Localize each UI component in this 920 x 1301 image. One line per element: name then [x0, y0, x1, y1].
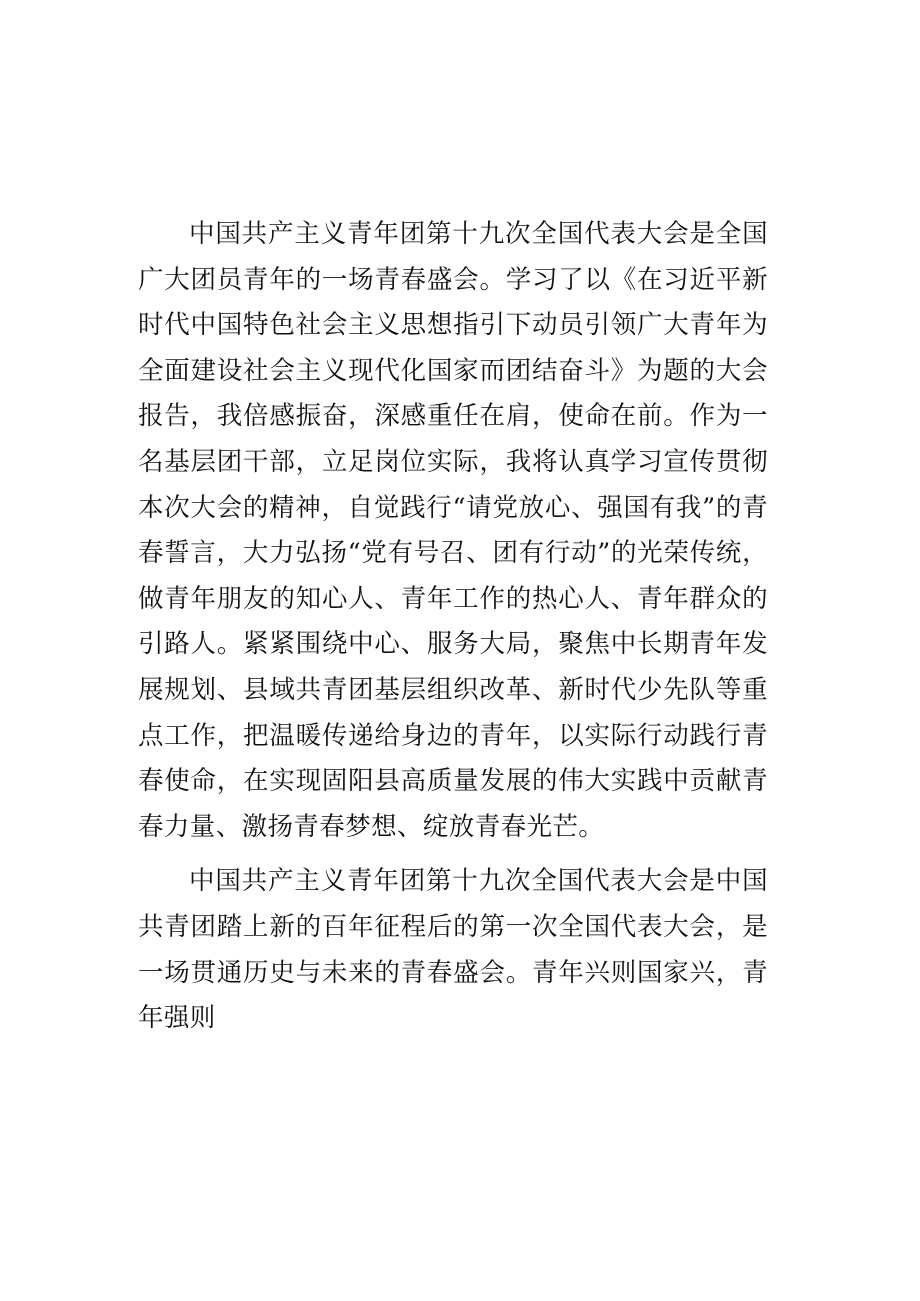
paragraph-1: 中国共产主义青年团第十九次全国代表大会是全国广大团员青年的一场青春盛会。学习了以《在习近平新时代中国特色社会主义思想指引下动员引领广大青年为全面建设社会主义现代化国家而团结奋斗》为题的大会报告，我倍感振奋，深感重任在肩，使命在前。作为一名基层团干部，立足岗位实际，我将认真学习宣传贯彻本次大会的精神，自觉践行“请党放心、强国有我”的青春誓言，大力弘扬“党有号召、团有行动”的光荣传统，做青年朋友的知心人、青年工作的热心人、青年群众的引路人。紧紧围绕中心、服务大局，聚焦中长期青年发展规划、县域共青团基层组织改革、新时代少先队等重点工作，把温暖传递给身边的青年，以实际行动践行青春使命，在实现固阳县高质量发展的伟大实践中贡献青春力量、激扬青春梦想、绽放青春光芒。 [138, 219, 768, 842]
document-body [138, 212, 768, 1051]
paragraph-2: 中国共产主义青年团第十九次全国代表大会是中国共青团踏上新的百年征程后的第一次全国代表大会，是一场贯通历史与未来的青春盛会。青年兴则国家兴，青年强则 [138, 866, 768, 1034]
